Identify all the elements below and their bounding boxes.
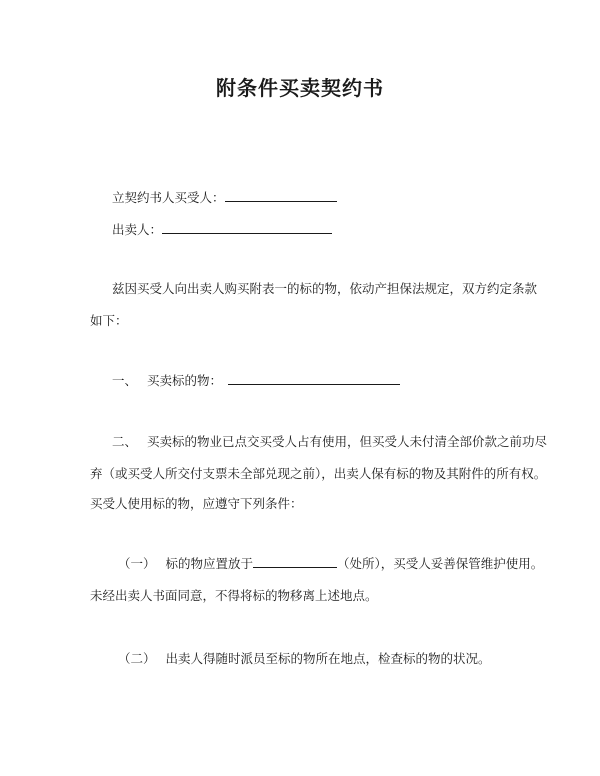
clause-1-blank [228,372,400,385]
sub-clause-1-text-b: （处所），买受人妥善保管维护使用。 [337,556,544,571]
sub-clause-1 [118,554,548,572]
seller-label: 出卖人： [112,222,163,237]
buyer-line [112,188,542,206]
sub-clause-2-number: （二） [118,651,156,666]
clause-2-line-2: 弃（或买受人所交付支票未全部兑现之前），出卖人保有标的物及其附件的所有权。 [90,466,547,481]
seller-blank [162,221,332,234]
sub-clause-2 [118,649,548,667]
clause-1-text: 买卖标的物： [147,373,223,388]
sub-clause-1-text-a: 标的物应置放于 [165,556,254,571]
clause-2-number: 二、 [112,434,138,449]
sub-clause-2-text: 出卖人得随时派员至标的物所在地点，检查标的物的状况。 [165,651,491,666]
clause-1 [112,371,542,389]
clause-1-number: 一、 [112,373,138,388]
clause-2-text: 买卖标的物业已点交买受人占有使用，但买受人未付清全部价款之前功尽 [147,434,548,449]
intro-line-1: 兹因买受人向出卖人购买附表一的标的物，依动产担保法规定，双方约定条款 [112,281,538,296]
sub-clause-1-number: （一） [118,556,156,571]
document-title: 附条件买卖契约书 [216,76,384,100]
sub-clause-1-line-2: 未经出卖人书面同意，不得将标的物移离上述地点。 [90,588,378,603]
clause-2-line-3: 买受人使用标的物，应遵守下列条件： [90,496,303,511]
location-blank [253,555,337,568]
buyer-blank [225,189,337,202]
buyer-label: 立契约书人买受人： [112,190,225,205]
clause-2-line-1 [112,432,548,450]
seller-line [112,220,542,238]
intro-line-2: 如下： [90,313,128,328]
